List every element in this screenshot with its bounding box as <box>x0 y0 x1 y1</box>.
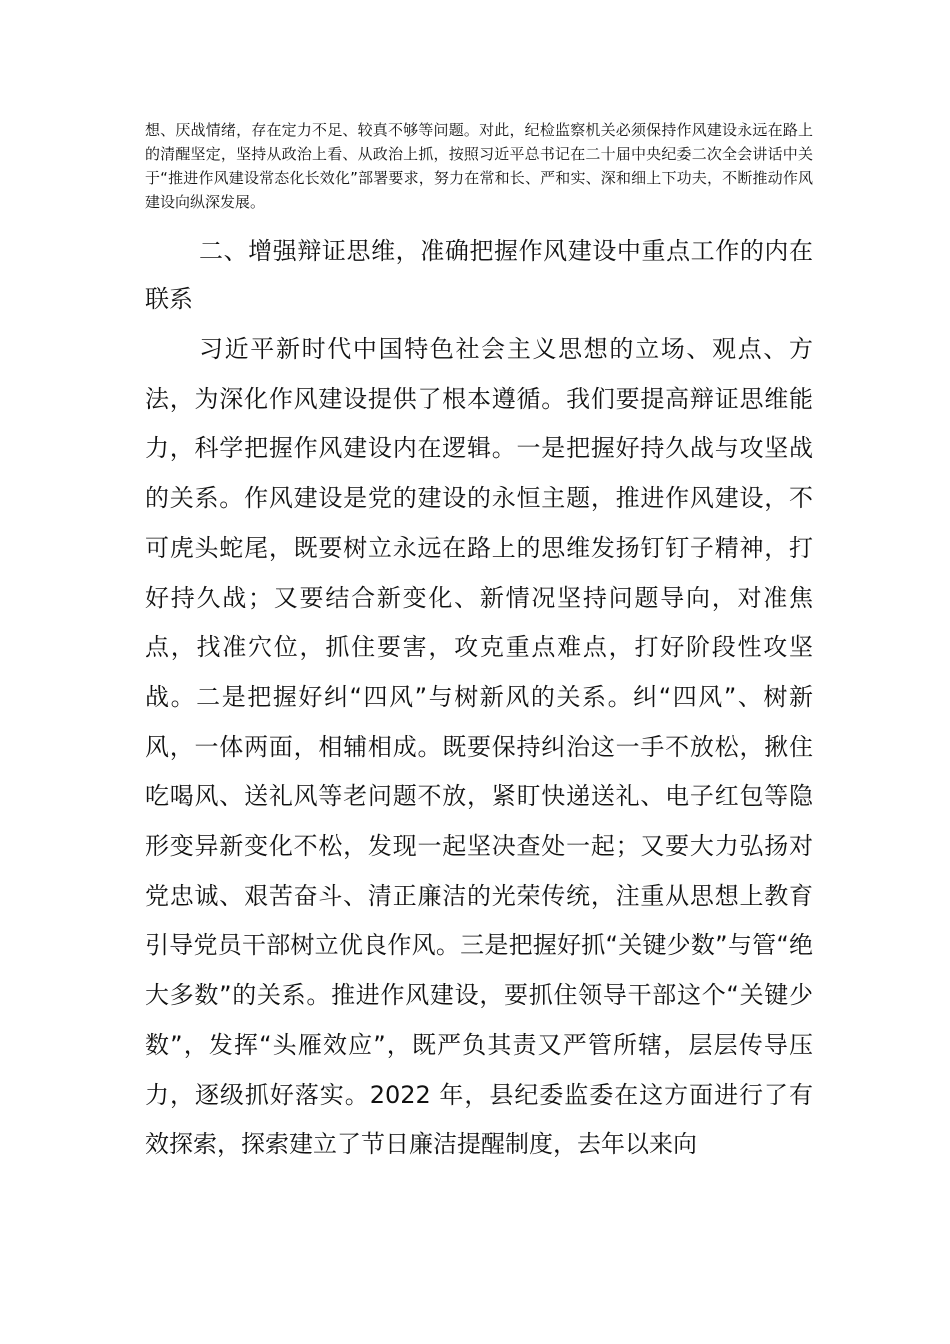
top-paragraph: 想、厌战情绪，存在定力不足、较真不够等问题。对此，纪检监察机关必须保持作风建设永远在路上的清醒坚定，坚持从政治上看、从政治上抓，按照习近平总书记在二十届中央纪委二次全会讲话中关于“推进作风建设常态化长效化”部署要求，努力在常和长、严和实、深和细上下功夫，不断推动作风建设向纵深发展。 <box>145 121 813 211</box>
section-heading: 二、增强辩证思维，准确把握作风建设中重点工作的内在联系 <box>145 237 813 313</box>
body-paragraph: 习近平新时代中国特色社会主义思想的立场、观点、方法，为深化作风建设提供了根本遵循。我们要提高辩证思维能力，科学把握作风建设内在逻辑。一是把握好持久战与攻坚战的关系。作风建设是党的建设的永恒主题，推进作风建设，不可虎头蛇尾，既要树立永远在路上的思维发扬钉钉子精神，打好持久战；又要结合新变化、新情况坚持问题导向，对准焦点，找准穴位，抓住要害，攻克重点难点，打好阶段性攻坚战。二是把握好纠“四风”与树新风的关系。纠“四风”、树新风，一体两面，相辅相成。既要保持纠治这一手不放松，揪住吃喝风、送礼风等老问题不放，紧盯快递送礼、电子红包等隐形变异新变化不松，发现一起坚决查处一起；又要大力弘扬对党忠诚、艰苦奋斗、清正廉洁的光荣传统，注重从思想上教育引导党员干部树立优良作风。三是把握好抓“关键少数”与管“绝大多数”的关系。推进作风建设，要抓住领导干部这个“关键少数”，发挥“头雁效应”，既严负其责又严管所辖，层层传导压力，逐级抓好落实。2022 年，县纪委监委在这方面进行了有效探索，探索建立了节日廉洁提醒制度，去年以来向 <box>145 335 813 1159</box>
